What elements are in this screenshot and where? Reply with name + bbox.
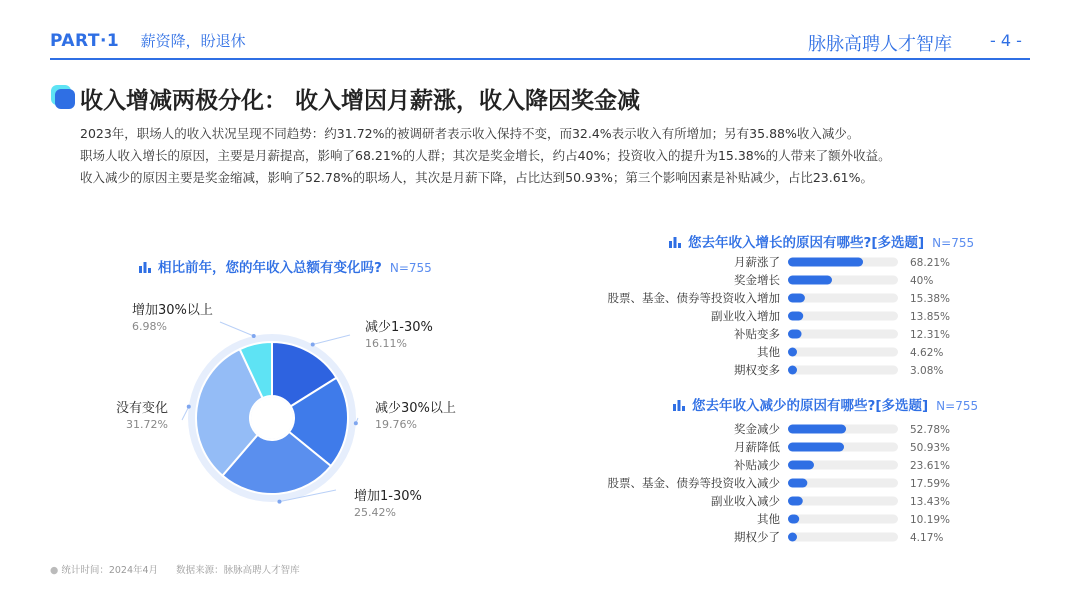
- decrease-category-label: 期权少了: [734, 530, 780, 544]
- pie-leader-line-5: [220, 322, 254, 336]
- decrease-bar-track: [788, 515, 898, 524]
- decrease-value-label: 50.93%: [910, 442, 951, 454]
- part-label: PART·1: [50, 31, 120, 51]
- pie-slice-label-2: 减少30%以上: [375, 401, 456, 416]
- income-increase-bar-chart: [540, 252, 1050, 380]
- pie-leader-line-1: [313, 335, 350, 345]
- decrease-bar-track: [788, 533, 898, 542]
- decrease-value-label: 52.78%: [910, 424, 951, 436]
- increase-category-label: 补贴变多: [734, 327, 780, 341]
- bar1-chart-title: [668, 231, 974, 251]
- pie-leader-dot-2: [354, 421, 358, 425]
- pie-slice-label-1: 减少1-30%: [365, 320, 433, 335]
- bar1-n-label: N=755: [932, 236, 975, 250]
- bar2-n-label: N=755: [936, 399, 979, 413]
- decrease-value-label: 23.61%: [910, 460, 951, 472]
- intro-line-1: 2023年，职场人的收入状况呈现不同趋势：约31.72%的被调研者表示收入保持不变，而32.4%表示收入有所增加；另有35.88%收入减少。: [80, 126, 860, 141]
- page-title: 收入增减两极分化： 收入增因月薪涨，收入降因奖金减: [80, 88, 641, 114]
- header-left: [50, 30, 246, 51]
- decrease-value-label: 13.43%: [910, 496, 951, 508]
- pie-slice-value-5: 6.98%: [132, 320, 167, 333]
- pie-title-text: 相比前年，您的年收入总额有变化吗?: [158, 260, 382, 276]
- decrease-value-label: 4.17%: [910, 532, 944, 544]
- pie-chart-title: [138, 256, 432, 276]
- decrease-bar: [788, 461, 814, 470]
- pie-leader-dot-1: [311, 343, 315, 347]
- decrease-value-label: 10.19%: [910, 514, 951, 526]
- pie-center-hole: [251, 397, 293, 439]
- pie-leader-dot-3: [277, 500, 281, 504]
- footer: [50, 562, 300, 576]
- bar-chart-icon: [668, 235, 682, 248]
- increase-category-label: 期权变多: [734, 363, 780, 377]
- increase-bar: [788, 276, 832, 285]
- part-subtitle: 薪资降，盼退休: [140, 32, 246, 50]
- increase-bar: [788, 258, 863, 267]
- pie-slice-label-5: 增加30%以上: [132, 303, 213, 318]
- pie-slice-value-3: 25.42%: [354, 506, 396, 519]
- pie-chart: [0, 280, 540, 550]
- increase-bar: [788, 294, 805, 303]
- bar2-chart-title: [672, 394, 978, 414]
- decrease-category-label: 其他: [757, 512, 780, 526]
- pie-slice-label-4: 没有变化: [115, 401, 168, 416]
- increase-bar: [788, 366, 797, 375]
- increase-value-label: 3.08%: [910, 365, 944, 377]
- pie-leader-line-4: [182, 407, 189, 420]
- decrease-bar: [788, 533, 797, 542]
- bar-chart-icon: [672, 398, 686, 411]
- increase-category-label: 奖金增长: [734, 273, 780, 287]
- footer-time: 统计时间：2024年4月: [61, 565, 159, 576]
- decrease-category-label: 奖金减少: [734, 422, 780, 436]
- decrease-bar: [788, 515, 799, 524]
- decrease-category-label: 副业收入减少: [711, 494, 780, 508]
- pie-leader-dot-5: [252, 334, 256, 338]
- decrease-bar: [788, 425, 846, 434]
- increase-value-label: 15.38%: [910, 293, 951, 305]
- pie-slice-value-1: 16.11%: [365, 337, 407, 350]
- increase-bar: [788, 348, 797, 357]
- decrease-category-label: 月薪降低: [734, 440, 780, 454]
- income-decrease-bar-chart: [540, 419, 1050, 547]
- increase-value-label: 12.31%: [910, 329, 951, 341]
- title-bullet-icon: [50, 84, 76, 110]
- increase-value-label: 40%: [910, 275, 934, 287]
- increase-bar-track: [788, 330, 898, 339]
- increase-value-label: 13.85%: [910, 311, 951, 323]
- decrease-bar: [788, 479, 807, 488]
- increase-category-label: 副业收入增加: [711, 309, 780, 323]
- intro-line-3: 收入减少的原因主要是奖金缩减，影响了52.78%的职场人，其次是月薪下降，占比达到50.93%；第三个影响因素是补贴减少，占比23.61%。: [80, 170, 873, 185]
- footer-dot-icon: ●: [50, 565, 59, 576]
- footer-source: 数据来源：脉脉高聘人才智库: [176, 565, 300, 576]
- increase-bar: [788, 312, 803, 321]
- pie-leader-dot-4: [187, 405, 191, 409]
- increase-bar-track: [788, 348, 898, 357]
- decrease-category-label: 补贴减少: [734, 458, 780, 472]
- decrease-category-label: 股票、基金、债券等投资收入减少: [607, 476, 780, 490]
- decrease-bar: [788, 443, 844, 452]
- pie-slice-value-2: 19.76%: [375, 418, 417, 431]
- increase-category-label: 月薪涨了: [734, 255, 780, 269]
- decrease-value-label: 17.59%: [910, 478, 951, 490]
- pie-slice-value-4: 31.72%: [126, 418, 168, 431]
- pie-slice-label-3: 增加1-30%: [354, 489, 422, 504]
- bar1-title-text: 您去年收入增长的原因有哪些?[多选题]: [688, 235, 925, 251]
- page-number: - 4 -: [990, 31, 1022, 50]
- increase-bar-track: [788, 366, 898, 375]
- decrease-bar: [788, 497, 803, 506]
- pie-n-label: N=755: [389, 261, 432, 275]
- increase-value-label: 4.62%: [910, 347, 944, 359]
- decrease-bar-track: [788, 497, 898, 506]
- bar-chart-icon: [138, 260, 152, 273]
- brand-name: 脉脉高聘人才智库: [808, 34, 952, 55]
- header-divider: [50, 58, 1030, 60]
- increase-bar: [788, 330, 802, 339]
- increase-category-label: 其他: [757, 345, 780, 359]
- increase-bar-track: [788, 312, 898, 321]
- increase-category-label: 股票、基金、债券等投资收入增加: [607, 291, 780, 305]
- bar2-title-text: 您去年收入减少的原因有哪些?[多选题]: [692, 398, 929, 414]
- intro-line-2: 职场人收入增长的原因，主要是月薪提高，影响了68.21%的人群；其次是奖金增长，约占40%；投资收入的提升为15.38%的人带来了额外收益。: [80, 148, 891, 163]
- increase-value-label: 68.21%: [910, 257, 951, 269]
